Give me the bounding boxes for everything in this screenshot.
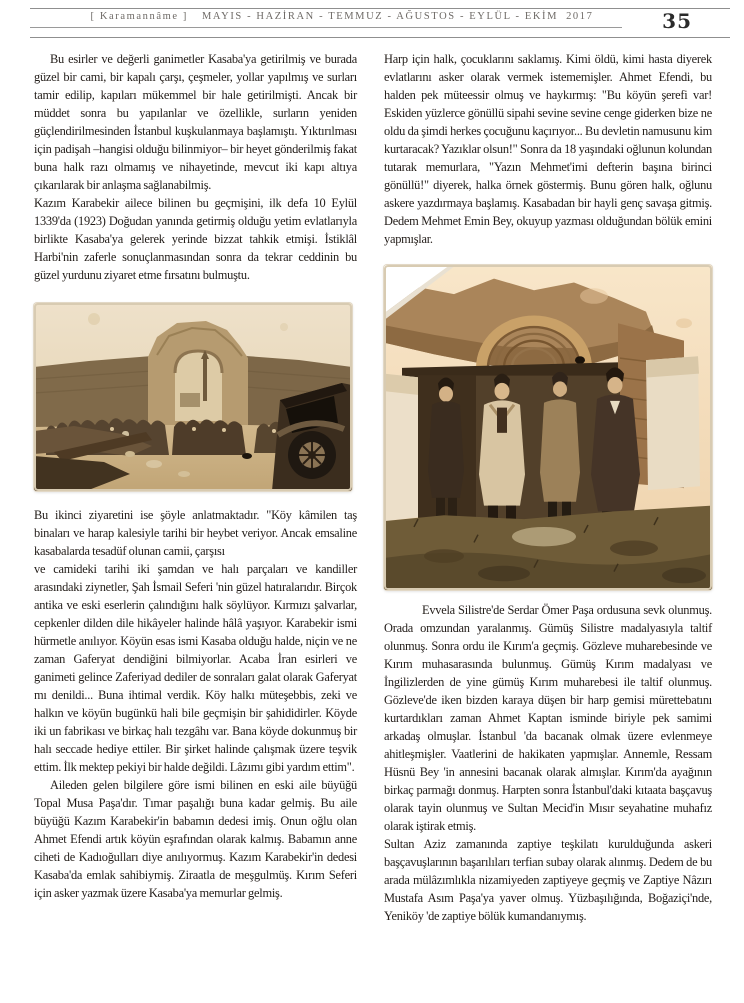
issue-months: MAYIS - HAZİRAN - TEMMUZ - AĞUSTOS - EYLÜL - EKİM <box>202 11 559 22</box>
ruins-group-photo-illustration <box>384 265 712 590</box>
body-paragraph <box>34 506 357 776</box>
city-gate-photo-illustration <box>34 303 352 491</box>
page-number: 35 <box>662 9 692 33</box>
header-rule-top <box>30 8 730 9</box>
article-body <box>34 50 712 925</box>
body-paragraph: Kazım Karabekir ailece bilinen bu geçmişini, ilk defa 10 Eylül 1339'da (1923) Doğudan yanında getirmiş olduğu yetim evlatlarıyla birlikte Kasaba'ya gelerek yerinde bizzat tahkik etmişi. İstiklâl Harbi'nin zaferle sonuçlanmasından sonra da tekrar ceddinin bu güzel yurdunu ziyaret etme fırsatını bulmuştu. <box>34 196 357 282</box>
photo-four-men-at-ruins <box>384 265 712 590</box>
journal-issue-line <box>0 11 684 22</box>
header-rule-bottom <box>30 37 730 38</box>
body-paragraph: Sultan Aziz zamanında zaptiye teşkilatı kurulduğunda askeri başçavuşlarının başarılıları terfian subay olarak alınmış. Dedem de bu arada mülâzımlıkla nizamiyeden zaptiyeye geçmiş ve Zaptiye Nâzırı Mustafa Asım Paşa'ya yaver olmuş. Yüzbaşılığında, Boğaziçi'nde, Yeniköy 'de zaptiye bölük kumandanıymış. <box>384 837 712 923</box>
body-paragraph: Bu esirler ve değerli ganimetler Kasaba'ya getirilmiş ve burada güzel bir cami, bir kapalı çarşı, çeşmeler, yollar yapılmış ve surları tamir edilip, kapıları mükemmel bir hale getirilmişti. Ancak bir müddet sonra bu yapılanlar ve özellikle, surların yeniden güçlendirilmesinden İstanbul kuşkulanmaya başlamıştı. Yıktırılması için padişah –hangisi olduğu bilinmiyor– bir heyet gönderilmiş fakat buna halk razı olmamış ve nihayetinde, mevcut iki kapı altıya çıkarılarak bir anlaşma sağlanabilmiş. <box>34 52 357 192</box>
right-column <box>384 50 712 925</box>
photo-city-gate-crowd <box>34 303 352 491</box>
paragraph-text: Bu ikinci ziyaretini ise şöyle anlatmaktadır. "Köy kâmilen taş binaları ve harap kalesiyle tarihi bir heybet veriyor. Ancak emsaline kasabalarda tesadüf olunan camii, çarşısı <box>34 508 357 558</box>
paragraph-text: ve camideki tarihi iki şamdan ve halı parçaları ve kandiller arasındaki ziynetler, Şah İsmail Seferi 'nin güzel hatıralarıdır. Birçok antika ve eski eserlerin çalındığını halk söylüyor. Kırmızı şalvarlar, cepkenler dilden dile hikâyeler halinde hâlâ yaşıyor. Karabekir ismi hürmetle anılıyor. Köyün esas ismi Kasaba olduğu halde, niçin ve ne zaman Gaferyat dendiğini bilmiyorlar. Acaba İran esirleri ve ganimeti gelince Zaferiyad dediler de sonraları galat olarak Gaferyat mı denildi... Buna ihtimal verdik. Köy halkı müteşebbis, zeki ve halkın ve köyün bugünkü hali bile geçmişin bir şahididirler. Köyde iki un fabrikası ve birkaç halı tezgâhı var. Bana köyde dokunmuş bir halı seccade hediye ettiler. Bir şirket halinde çalışmak üzere teşvik ettim. İlk mektep pekiyi bir halde değildi. Lâzımı gibi yardım ettim". <box>34 562 357 774</box>
body-paragraph: Harp için halk, çocuklarını saklamış. Kimi öldü, kimi hasta diyerek evlatlarını asker olarak vermek istememişler. Ahmet Efendi, bu halden pek müteessir olmuş ve haykırmış: "Bu köyün şerefi var! Eskiden yüzlerce gönüllü sipahi sevine sevine cenge giderken bize ne oldu da şimdi herkes çocuğunu kaçırıyor... Bu devletin namusunu kim kurtaracak? Yazıklar olsun!" Sonra da 18 yaşındaki oğlunun kolundan tutarak memurlara, "Yazın Mehmet'imi defterin başına birinci gönüllü!" diyerek, halka örnek göstermiş. Bunu gören halk, oğlunu askere yazdırmaya başlamış. Kasabadan bir hayli genç savaşa gitmiş. Dedem Mehmet Emin Bey, okuyup yazması olduğundan bölük emini yapmışlar. <box>384 52 712 246</box>
journal-title: [ Karamannâme ] <box>90 11 188 22</box>
body-paragraph: Evvela Silistre'de Serdar Ömer Paşa ordusuna sevk olunmuş. Orada omzundan yaralanmış. Gümüş Silistre madalyasıyla taltif olunmuş. Sonra ordu ile Kırım'a geçmiş. Gözleve muharebesinde ve Kırım muhasarasında bulunmuş. Gümüş Kırım madalyası ve İngilizlerden de yine gümüş Kırım muharebesi ile taltif olunmuş. Gözleve'de iken bizden karaya düşen bir harp gemisi mürettebatını kurtardıkları zaman Ahmet Kaptan isminde biriyle pek samimi arkadaş olmuşlar. İstanbul 'da bacanak olmak üzere evlenmeye ahitleşmişler. Vaatlerini de hakikaten yapmışlar. Annemle, Ressam Hüsnü Bey 'in annesini bacanak olarak almışlar. Kırım'da ayağının birkaç parmağı donmuş. Harpten sonra İstanbul'daki kıtaata başçavuş olarak tayin olunmuş ve Sultan Mecid'in Mısır seyahatine muhafız olarak iştirak etmiş. <box>384 603 712 833</box>
left-column <box>34 50 357 925</box>
header-rule-mid <box>30 27 622 28</box>
issue-year: 2017 <box>566 11 594 22</box>
body-paragraph: Aileden gelen bilgilere göre ismi bilinen en eski aile büyüğü Topal Musa Paşa'dır. Tımar paşalığı buna kadar gelmiş. Bu aile büyüğü Kazım Karabekir'in babamın dedesi imiş. Onun oğlu olan Ahmet Efendi artık köyün eşrafından olarak kalmış. Babamın anne ciheti de Kadıoğulları diye anılıyormuş. Kazım Karabekir'in dedesi Kasaba'da emlak sahibiymiş. Ziraatla de meşgulmüş. Kırım Seferi için asker yazmak üzere Kasaba'ya memurlar gelmiş. <box>34 778 357 900</box>
